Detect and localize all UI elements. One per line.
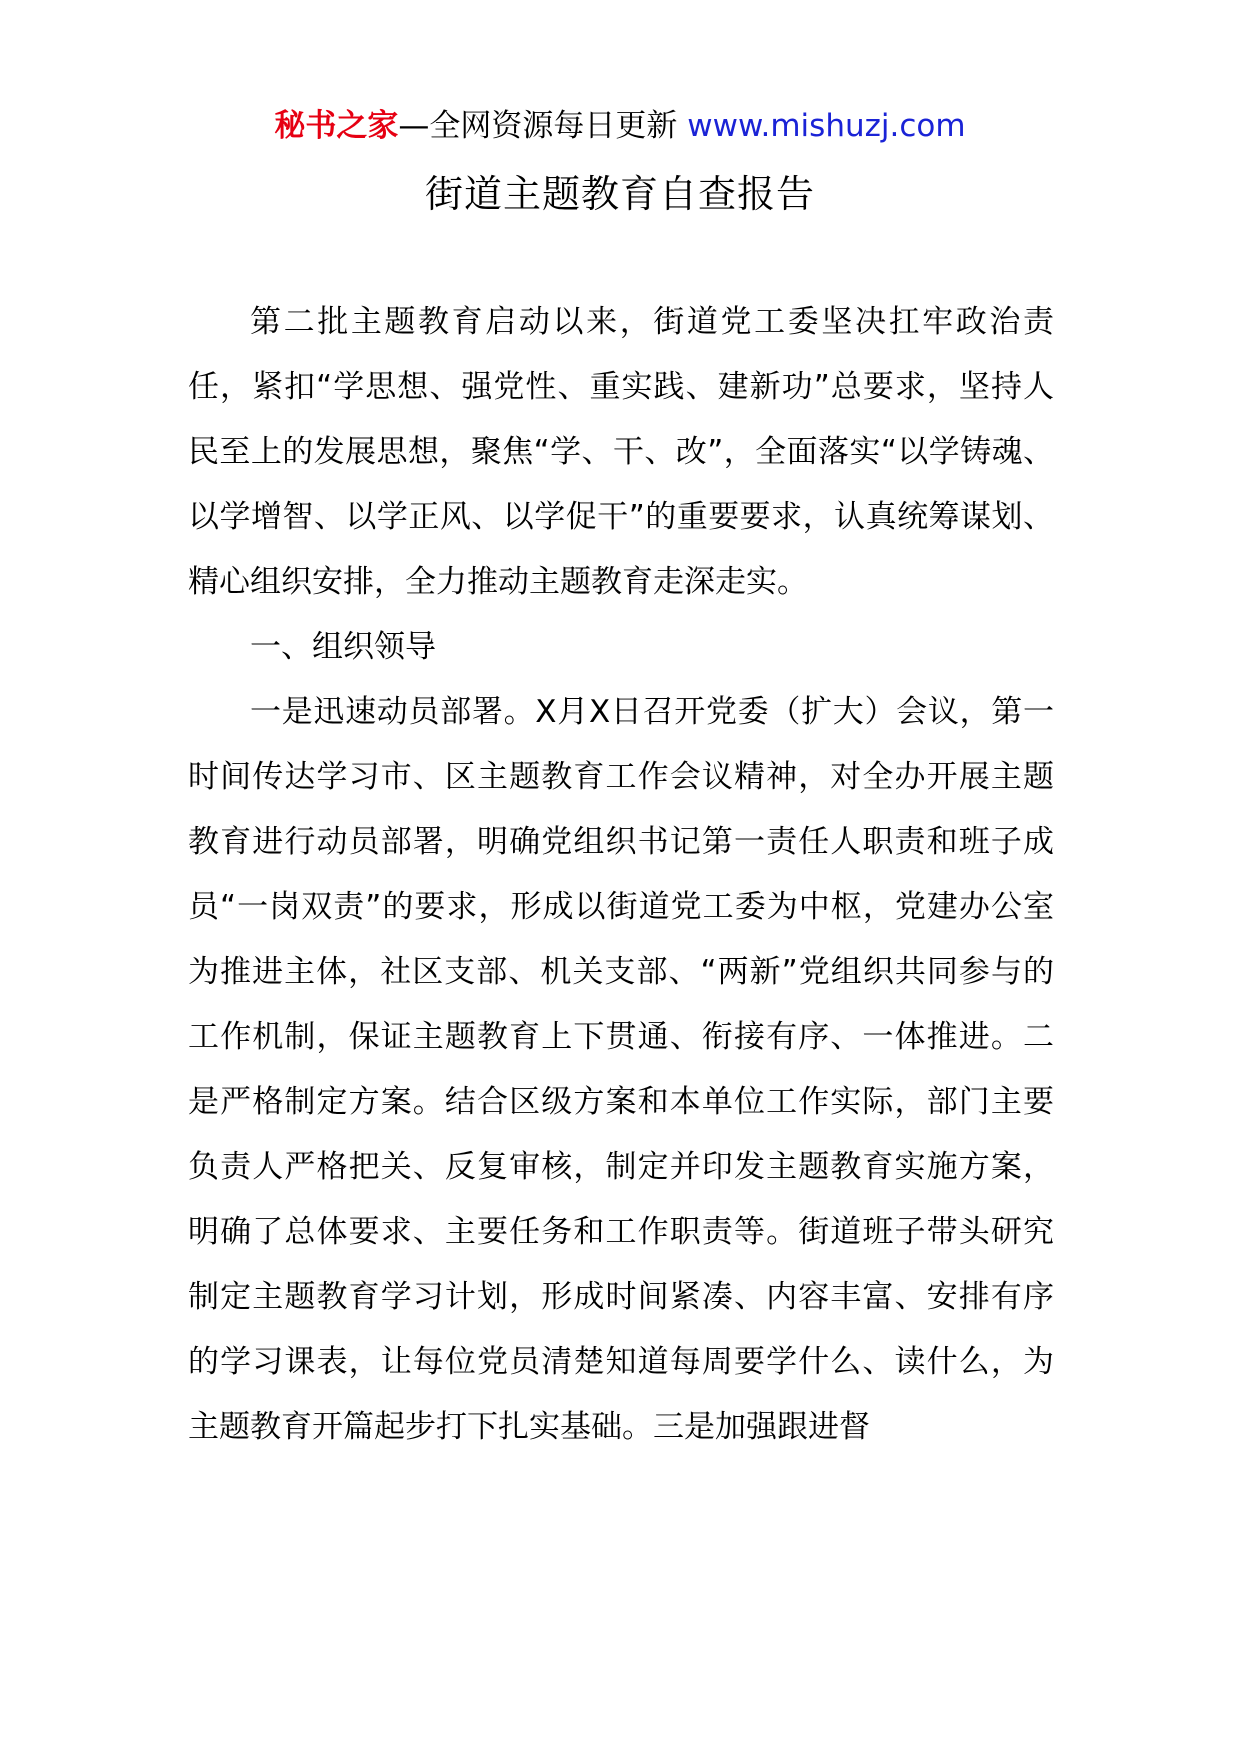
- document-title: 街道主题教育自查报告: [424, 172, 815, 216]
- body-paragraph: 一是迅速动员部署。X月X日召开党委（扩大）会议，第一时间传达学习市、区主题教育工作会议精神，对全办开展主题教育进行动员部署，明确党组织书记第一责任人职责和班子成员“一岗双责”的要求，形成以街道党工委为中枢，党建办公室为推进主体，社区支部、机关支部、“两新”党组织共同参与的工作机制，保证主题教育上下贯通、衔接有序、一体推进。二是严格制定方案。结合区级方案和本单位工作实际，部门主要负责人严格把关、反复审核，制定并印发主题教育实施方案，明确了总体要求、主要任务和工作职责等。街道班子带头研究制定主题教育学习计划，形成时间紧凑、内容丰富、安排有序的学习课表，让每位党员清楚知道每周要学什么、读什么，为主题教育开篇起步打下扎实基础。三是加强跟进督: [188, 694, 1054, 1445]
- intro-paragraph: 第二批主题教育启动以来，街道党工委坚决扛牢政治责任，紧扣“学思想、强党性、重实践、建新功”总要求，坚持人民至上的发展思想，聚焦“学、干、改”，全面落实“以学铸魂、以学增智、以学正风、以学促干”的重要要求，认真统筹谋划、精心组织安排，全力推动主题教育走深走实。: [188, 304, 1054, 600]
- site-brand: 秘书之家: [274, 108, 399, 144]
- site-header: [0, 104, 1240, 148]
- section-heading: 一、组织领导: [250, 629, 436, 665]
- site-tagline: —全网资源每日更新: [398, 108, 678, 144]
- site-url-link[interactable]: www.mishuzj.com: [687, 108, 966, 144]
- document-body: [188, 290, 1054, 1460]
